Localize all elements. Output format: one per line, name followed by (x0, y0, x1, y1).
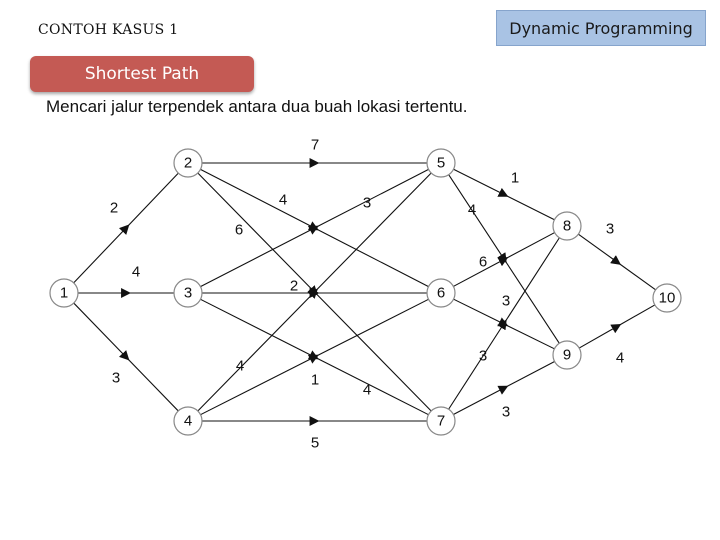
edge-weight-3-7: 4 (362, 381, 372, 399)
tab-label: Shortest Path (84, 64, 200, 84)
edge-weight-3-5: 3 (362, 194, 372, 212)
node-9 (553, 341, 581, 369)
node-7 (427, 407, 455, 435)
edge-9-10 (579, 305, 655, 348)
edge-weight-6-8: 6 (478, 253, 488, 271)
edge-weight-1-3: 4 (131, 263, 141, 281)
node-label-8: 8 (562, 217, 572, 235)
edge-weight-9-10: 4 (615, 349, 625, 367)
edge-7-8 (449, 238, 560, 409)
node-label-6: 6 (436, 284, 446, 302)
node-10 (653, 284, 681, 312)
node-label-4: 4 (183, 412, 193, 430)
edge-weight-4-5: 4 (235, 357, 245, 375)
node-label-7: 7 (436, 412, 446, 430)
node-1 (50, 279, 78, 307)
edge-weight-3-6: 2 (289, 277, 299, 295)
edge-weight-2-7: 6 (234, 221, 244, 239)
node-label-5: 5 (436, 154, 446, 172)
node-3 (174, 279, 202, 307)
node-label-2: 2 (183, 154, 193, 172)
node-2 (174, 149, 202, 177)
node-label-9: 9 (562, 346, 572, 364)
edge-weight-5-9: 4 (467, 201, 477, 219)
edge-1-4 (74, 303, 179, 411)
node-label-1: 1 (59, 284, 69, 302)
case-title: CONTOH KASUS 1 (38, 22, 179, 38)
node-5 (427, 149, 455, 177)
edge-weight-7-8: 3 (478, 347, 488, 365)
node-label-10: 10 (658, 289, 676, 307)
problem-description: Mencari jalur terpendek antara dua buah lokasi tertentu. (46, 97, 468, 116)
topic-label: Dynamic Programming (509, 18, 693, 38)
edge-1-2 (74, 173, 179, 283)
edge-weight-6-9: 3 (501, 292, 511, 310)
edge-weight-1-2: 2 (109, 199, 119, 217)
node-6 (427, 279, 455, 307)
edge-weight-2-5: 7 (310, 136, 320, 154)
edge-weight-4-6: 1 (310, 371, 320, 389)
edge-weight-8-10: 3 (605, 220, 615, 238)
edge-8-10 (578, 234, 655, 290)
edge-weight-7-9: 3 (501, 403, 511, 421)
node-label-3: 3 (183, 284, 193, 302)
edge-weight-2-6: 4 (278, 191, 288, 209)
edge-weight-4-7: 5 (310, 434, 320, 452)
edge-weight-5-8: 1 (510, 169, 520, 187)
node-4 (174, 407, 202, 435)
node-8 (553, 212, 581, 240)
edge-weight-1-4: 3 (111, 369, 121, 387)
edge-6-8 (453, 233, 554, 287)
